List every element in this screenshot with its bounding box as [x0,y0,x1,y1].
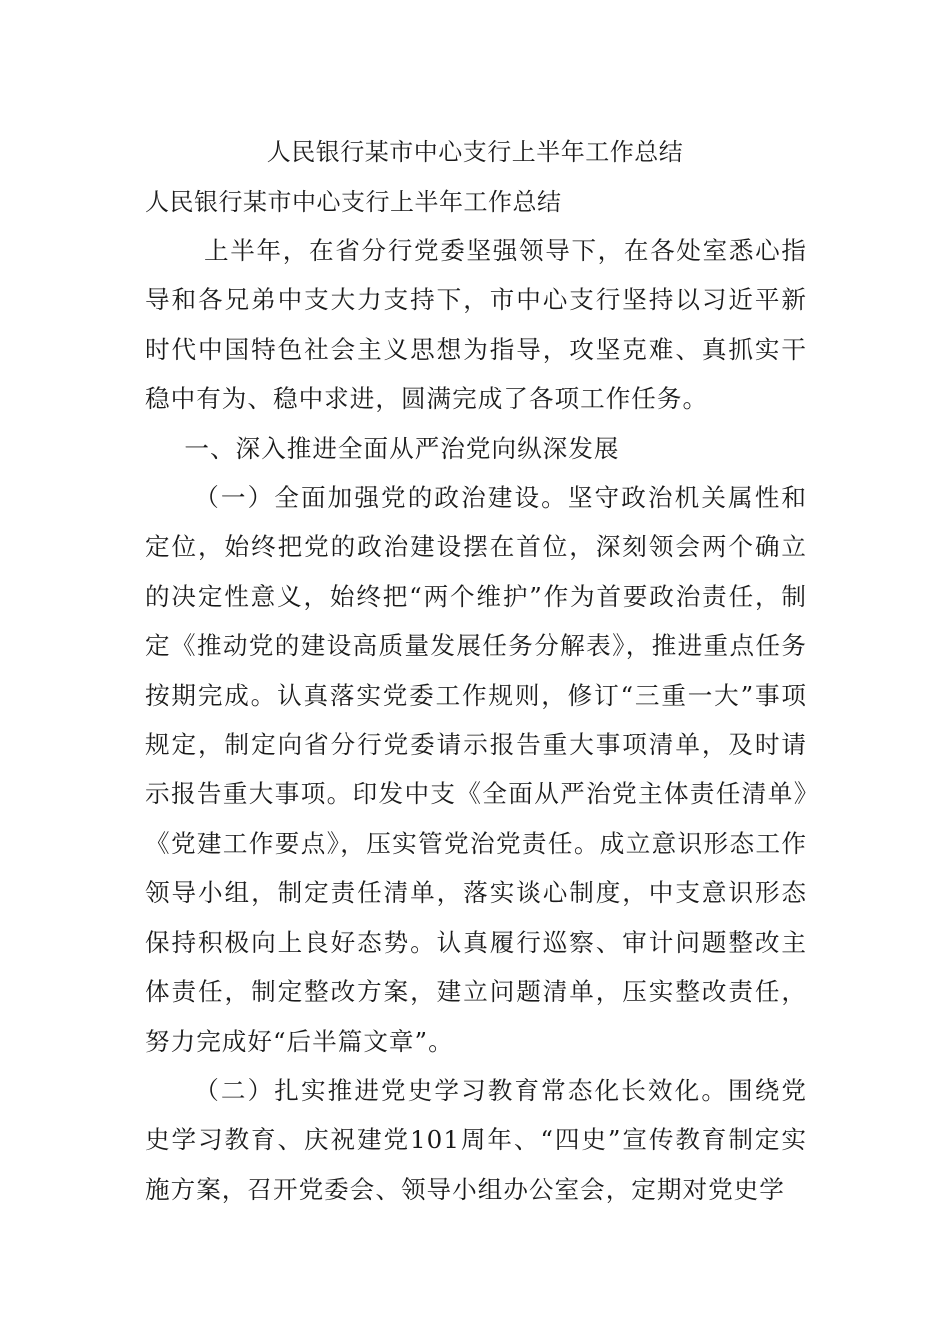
document-body [145,226,807,1214]
paragraph-party-history-education: （二）扎实推进党史学习教育常态化长效化。围绕党史学习教育、庆祝建党101周年、“四史”宣传教育制定实施方案，召开党委会、领导小组办公室会，定期对党史学 [145,1075,807,1204]
intro-paragraph: 上半年，在省分行党委坚强领导下，在各处室悉心指导和各兄弟中支大力支持下，市中心支行坚持以习近平新时代中国特色社会主义思想为指导，攻坚克难、真抓实干稳中有为、稳中求进，圆满完成了各项工作任务。 [145,236,807,414]
document-subtitle: 人民银行某市中心支行上半年工作总结 [145,188,562,216]
document-title: 人民银行某市中心支行上半年工作总结 [266,138,684,166]
paragraph-political-construction: （一）全面加强党的政治建设。坚守政治机关属性和定位，始终把党的政治建设摆在首位，深刻领会两个确立的决定性意义，始终把“两个维护”作为首要政治责任，制定《推动党的建设高质量发展任务分解表》，推进重点任务按期完成。认真落实党委工作规则，修订“三重一大”事项规定，制定向省分行党委请示报告重大事项清单，及时请示报告重大事项。印发中支《全面从严治党主体责任清单》《党建工作要点》，压实管党治党责任。成立意识形态工作领导小组，制定责任清单，落实谈心制度，中支意识形态保持积极向上良好态势。认真履行巡察、审计问题整改主体责任，制定整改方案，建立问题清单，压实整改责任，努力完成好“后半篇文章”。 [145,483,807,1056]
section-heading-1: 一、深入推进全面从严治党向纵深发展 [184,433,620,463]
